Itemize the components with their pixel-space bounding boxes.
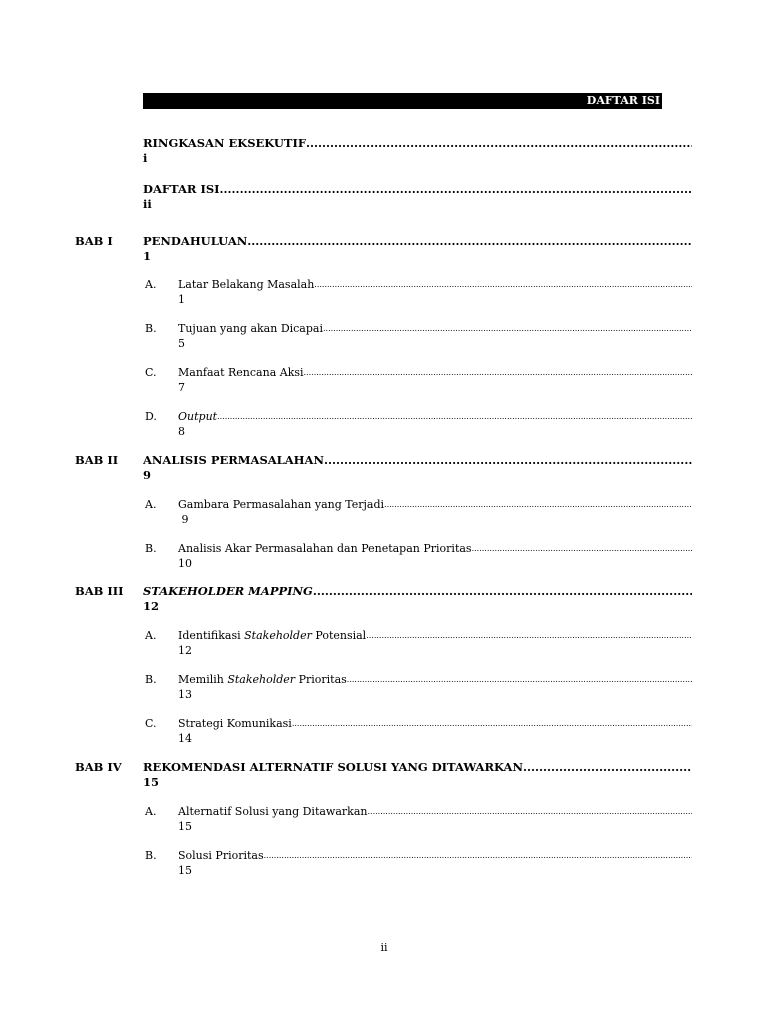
entry-page: 8	[178, 425, 185, 438]
toc-entry-daftar-isi[interactable]	[143, 182, 692, 212]
toc-item[interactable]	[178, 716, 692, 746]
bab-label: BAB II	[75, 453, 119, 467]
leader-dots	[306, 136, 692, 151]
item-letter: A.	[145, 805, 157, 818]
leader-dots	[292, 716, 692, 731]
entry-page: 10	[178, 557, 192, 570]
leader-dots	[347, 672, 692, 687]
entry-page: 15	[178, 864, 192, 877]
entry-page: 1	[143, 249, 152, 263]
toc-chapter-1[interactable]	[143, 234, 692, 264]
toc-item[interactable]	[178, 804, 692, 834]
toc-item[interactable]	[178, 497, 692, 527]
bab-label: BAB III	[75, 584, 124, 598]
toc-item[interactable]	[178, 672, 692, 702]
entry-label: Memilih Stakeholder Prioritas	[178, 673, 347, 686]
entry-page: 9	[178, 513, 189, 526]
entry-label: Strategi Komunikasi	[178, 717, 292, 730]
item-letter: A.	[145, 498, 157, 511]
item-letter: B.	[145, 673, 157, 686]
entry-page: 5	[178, 337, 185, 350]
item-letter: B.	[145, 542, 157, 555]
leader-dots	[472, 541, 692, 556]
toc-item[interactable]	[178, 848, 692, 878]
leader-dots	[314, 277, 692, 292]
leader-dots	[367, 804, 692, 819]
leader-dots	[313, 584, 692, 599]
entry-label: PENDAHULUAN	[143, 234, 248, 248]
bab-label: BAB I	[75, 234, 113, 248]
entry-page: i	[143, 151, 148, 165]
toc-chapter-4[interactable]	[143, 760, 692, 790]
entry-label: Identifikasi Stakeholder Potensial	[178, 629, 367, 642]
entry-page: ii	[143, 197, 152, 211]
toc-item[interactable]	[178, 277, 692, 307]
leader-dots	[366, 628, 692, 643]
entry-label: Latar Belakang Masalah	[178, 278, 315, 291]
leader-dots	[304, 365, 692, 380]
entry-page: 14	[178, 732, 192, 745]
leader-dots	[324, 453, 692, 468]
entry-label: Manfaat Rencana Aksi	[178, 366, 304, 379]
page-number: ii	[380, 941, 388, 954]
toc-chapter-3[interactable]	[143, 584, 692, 614]
item-letter: A.	[145, 278, 157, 291]
entry-label: ANALISIS PERMASALAHAN	[143, 453, 324, 467]
entry-page: 12	[178, 644, 192, 657]
entry-label: Output	[178, 410, 218, 423]
entry-page: 15	[178, 820, 192, 833]
entry-label: Gambara Permasalahan yang Terjadi	[178, 498, 385, 511]
entry-label: Alternatif Solusi yang Ditawarkan	[178, 805, 368, 818]
leader-dots	[217, 409, 692, 424]
entry-label: RINGKASAN EKSEKUTIF	[143, 136, 307, 150]
toc-title: DAFTAR ISI	[143, 93, 662, 109]
leader-dots	[264, 848, 692, 863]
toc-item[interactable]	[178, 321, 692, 351]
item-letter: C.	[145, 366, 157, 379]
toc-item[interactable]	[178, 409, 692, 439]
toc-item[interactable]	[178, 541, 692, 571]
toc-entry-ringkasan[interactable]	[143, 136, 692, 166]
entry-page: 1	[178, 293, 185, 306]
item-letter: B.	[145, 322, 157, 335]
entry-page: 13	[178, 688, 192, 701]
entry-page: 7	[178, 381, 185, 394]
entry-label: STAKEHOLDER MAPPING	[143, 584, 313, 598]
toc-chapter-2[interactable]	[143, 453, 692, 483]
item-letter: C.	[145, 717, 157, 730]
bab-label: BAB IV	[75, 760, 122, 774]
entry-label: DAFTAR ISI	[143, 182, 220, 196]
leader-dots	[523, 760, 692, 775]
leader-dots	[384, 497, 692, 512]
leader-dots	[247, 234, 692, 249]
entry-label: Tujuan yang akan Dicapai	[178, 322, 323, 335]
entry-page: 15	[143, 775, 160, 789]
entry-label: Analisis Akar Permasalahan dan Penetapan Prioritas	[178, 542, 472, 555]
leader-dots	[323, 321, 692, 336]
toc-item[interactable]	[178, 365, 692, 395]
entry-page: 12	[143, 599, 160, 613]
entry-page: 9	[143, 468, 152, 482]
entry-label: REKOMENDASI ALTERNATIF SOLUSI YANG DITAWARKAN	[143, 760, 523, 774]
item-letter: B.	[145, 849, 157, 862]
item-letter: A.	[145, 629, 157, 642]
leader-dots	[220, 182, 692, 197]
item-letter: D.	[145, 410, 157, 423]
entry-label: Solusi Prioritas	[178, 849, 264, 862]
toc-item[interactable]	[178, 628, 692, 658]
